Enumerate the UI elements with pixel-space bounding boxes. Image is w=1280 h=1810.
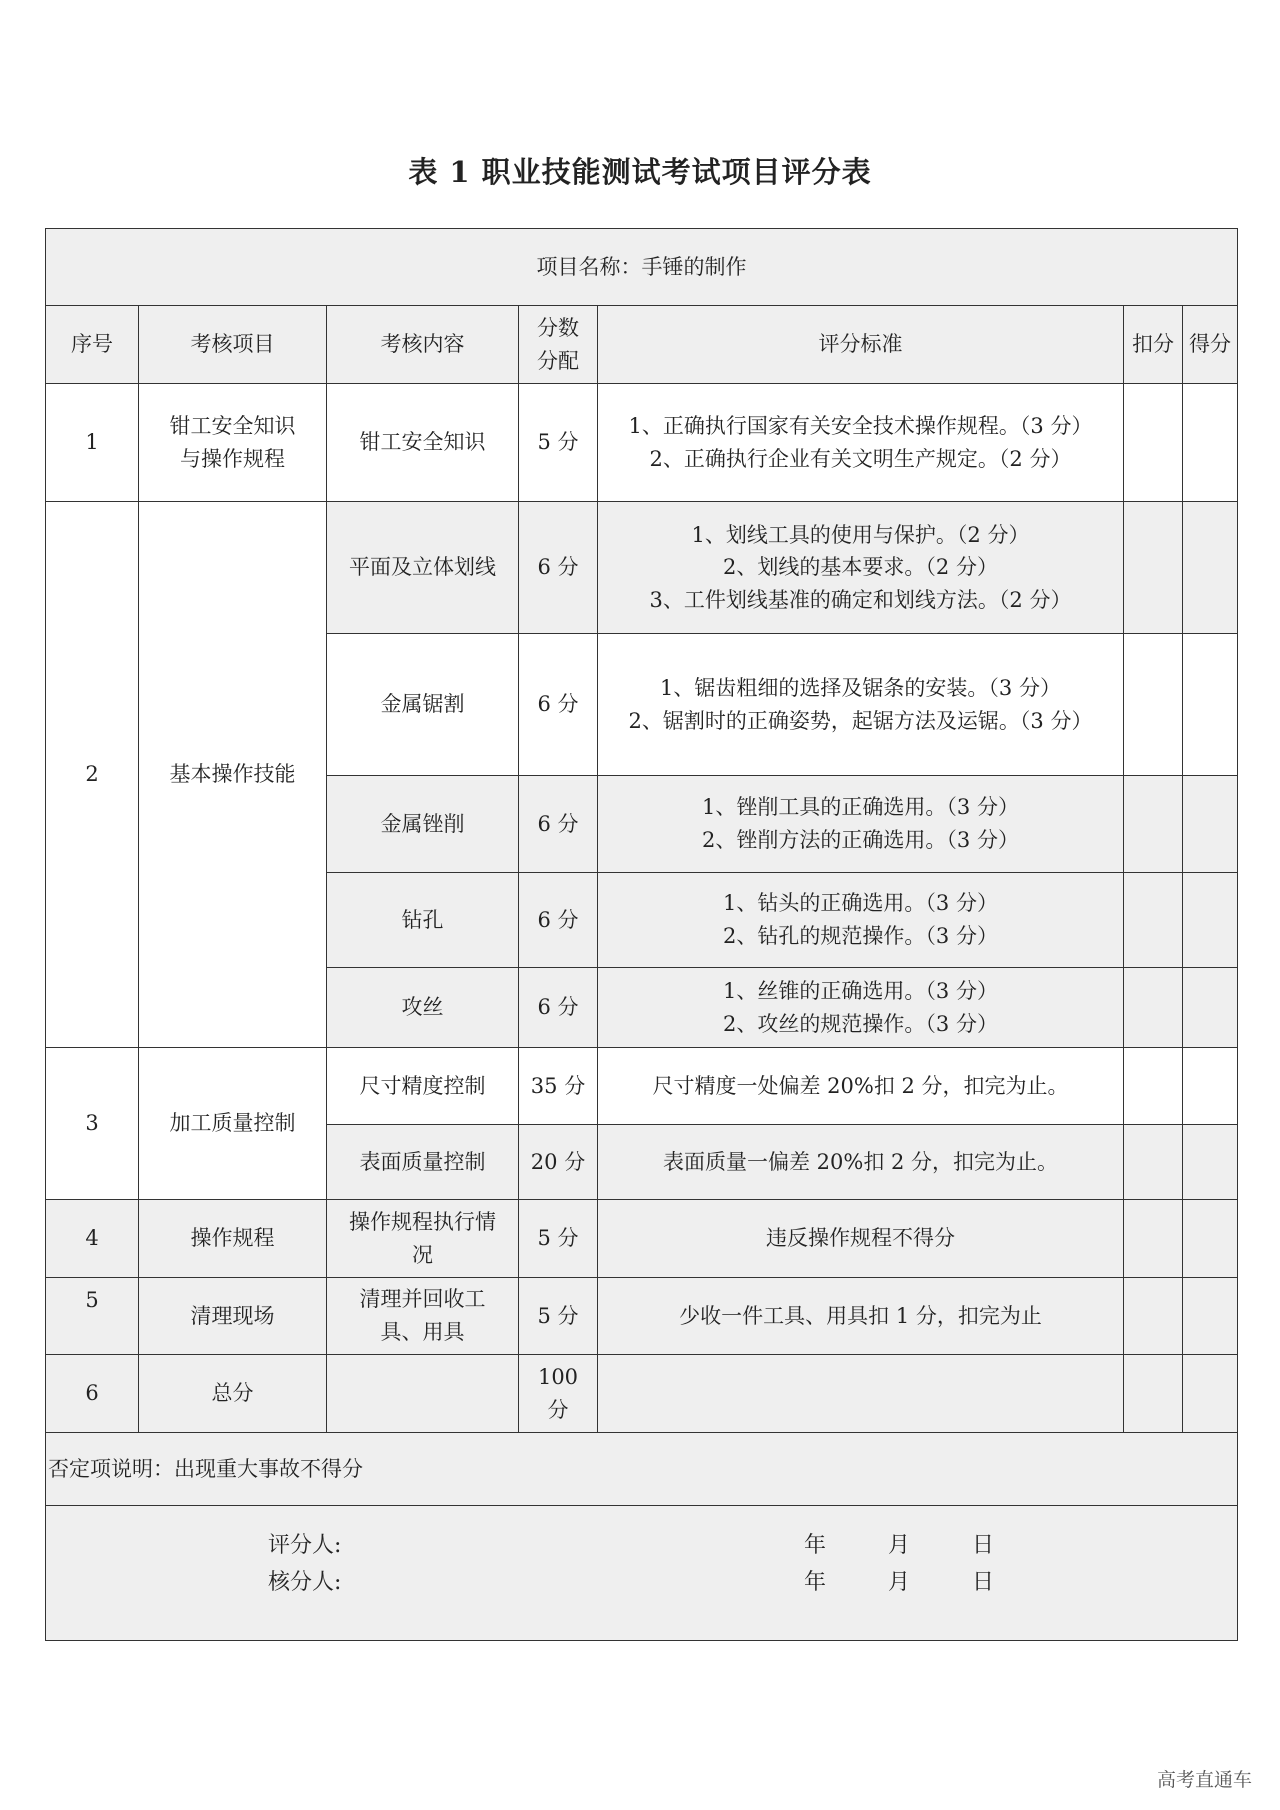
total-score-line1: 100 xyxy=(537,1364,579,1389)
row-score: 6 分 xyxy=(519,502,598,634)
checker-label: 核分人: xyxy=(268,1570,342,1596)
deduct-cell xyxy=(1124,776,1183,873)
row-no: 2 xyxy=(46,502,139,1048)
row-criteria xyxy=(598,968,1124,1048)
header-no: 序号 xyxy=(46,306,139,384)
row-score xyxy=(519,1355,598,1433)
row-criteria: 违反操作规程不得分 xyxy=(598,1200,1124,1278)
veto-note: 否定项说明：出现重大事故不得分 xyxy=(46,1433,1238,1506)
project-name-row xyxy=(46,229,1238,306)
deduct-cell xyxy=(1124,1278,1183,1355)
table-row xyxy=(46,1200,1238,1278)
header-score-alloc-line2: 分配 xyxy=(537,348,579,373)
deduct-cell xyxy=(1124,502,1183,634)
row-no: 3 xyxy=(46,1048,139,1200)
got-cell xyxy=(1183,384,1238,502)
row-content xyxy=(327,1355,519,1433)
deduct-cell xyxy=(1124,873,1183,968)
got-cell xyxy=(1183,1048,1238,1125)
row-content: 钳工安全知识 xyxy=(327,384,519,502)
got-cell xyxy=(1183,1125,1238,1200)
year-label: 年 xyxy=(804,1570,827,1596)
row-content-line1: 清理并回收工 xyxy=(359,1287,486,1312)
row-no: 5 xyxy=(46,1278,139,1355)
table-row xyxy=(46,1355,1238,1433)
day-label: 日 xyxy=(972,1533,995,1559)
row-criteria xyxy=(598,502,1124,634)
row-item: 基本操作技能 xyxy=(139,502,327,1048)
scoring-table xyxy=(45,228,1238,1641)
header-item: 考核项目 xyxy=(139,306,327,384)
got-cell xyxy=(1183,776,1238,873)
row-content: 表面质量控制 xyxy=(327,1125,519,1200)
month-label: 月 xyxy=(888,1570,911,1596)
row-criteria xyxy=(598,384,1124,502)
row-score: 5 分 xyxy=(519,1278,598,1355)
criteria-line: 1、钻头的正确选用。（3 分） xyxy=(723,891,998,916)
row-score: 35 分 xyxy=(519,1048,598,1125)
row-score: 5 分 xyxy=(519,1200,598,1278)
criteria-line: 1、丝锥的正确选用。（3 分） xyxy=(723,978,998,1003)
deduct-cell xyxy=(1124,384,1183,502)
header-deduct: 扣分 xyxy=(1124,306,1183,384)
row-item xyxy=(139,384,327,502)
deduct-cell xyxy=(1124,634,1183,776)
criteria-line: 1、划线工具的使用与保护。（2 分） xyxy=(691,522,1030,547)
row-score: 6 分 xyxy=(519,873,598,968)
got-cell xyxy=(1183,634,1238,776)
row-item: 加工质量控制 xyxy=(139,1048,327,1200)
criteria-line: 2、划线的基本要求。（2 分） xyxy=(723,555,998,580)
criteria-line: 3、工件划线基准的确定和划线方法。（2 分） xyxy=(649,587,1072,612)
header-score-alloc xyxy=(519,306,598,384)
row-content-line2: 况 xyxy=(412,1242,433,1267)
row-content: 尺寸精度控制 xyxy=(327,1048,519,1125)
got-cell xyxy=(1183,1355,1238,1433)
month-label: 月 xyxy=(888,1533,911,1559)
row-content-line1: 操作规程执行情 xyxy=(349,1209,496,1234)
row-content: 钻孔 xyxy=(327,873,519,968)
veto-row xyxy=(46,1433,1238,1506)
got-cell xyxy=(1183,1200,1238,1278)
row-no: 6 xyxy=(46,1355,139,1433)
project-name: 项目名称：手锤的制作 xyxy=(46,229,1238,306)
criteria-line: 2、正确执行企业有关文明生产规定。（2 分） xyxy=(649,446,1072,471)
header-row xyxy=(46,306,1238,384)
row-no: 4 xyxy=(46,1200,139,1278)
row-score: 6 分 xyxy=(519,968,598,1048)
got-cell xyxy=(1183,873,1238,968)
got-cell xyxy=(1183,1278,1238,1355)
row-content: 平面及立体划线 xyxy=(327,502,519,634)
criteria-line: 2、攻丝的规范操作。（3 分） xyxy=(723,1011,998,1036)
got-cell xyxy=(1183,968,1238,1048)
deduct-cell xyxy=(1124,1048,1183,1125)
row-criteria: 少收一件工具、用具扣 1 分，扣完为止 xyxy=(598,1278,1124,1355)
row-content: 金属锉削 xyxy=(327,776,519,873)
row-item: 操作规程 xyxy=(139,1200,327,1278)
row-item-line1: 钳工安全知识 xyxy=(169,413,296,438)
criteria-line: 2、锉削方法的正确选用。（3 分） xyxy=(702,828,1019,852)
table-row xyxy=(46,502,1238,634)
row-criteria xyxy=(598,873,1124,968)
year-label: 年 xyxy=(804,1533,827,1559)
deduct-cell xyxy=(1124,1200,1183,1278)
deduct-cell xyxy=(1124,1355,1183,1433)
row-criteria xyxy=(598,1355,1124,1433)
page-title: 表 1 职业技能测试考试项目评分表 xyxy=(408,155,872,189)
row-criteria xyxy=(598,776,1124,873)
row-content-line2: 具、用具 xyxy=(380,1320,465,1344)
row-content: 金属锯割 xyxy=(327,634,519,776)
row-score: 20 分 xyxy=(519,1125,598,1200)
row-criteria: 表面质量一偏差 20%扣 2 分，扣完为止。 xyxy=(598,1125,1124,1200)
table-row xyxy=(46,1048,1238,1125)
row-score: 5 分 xyxy=(519,384,598,502)
signature-block xyxy=(46,1506,1238,1641)
criteria-line: 2、锯割时的正确姿势，起锯方法及运锯。（3 分） xyxy=(628,708,1093,733)
row-content xyxy=(327,1200,519,1278)
table-row xyxy=(46,1278,1238,1355)
signature-row xyxy=(46,1506,1238,1641)
watermark-text: 高考直通车 xyxy=(1156,1769,1252,1791)
header-content: 考核内容 xyxy=(327,306,519,384)
row-item-line2: 与操作规程 xyxy=(180,446,285,471)
row-content xyxy=(327,1278,519,1355)
deduct-cell xyxy=(1124,968,1183,1048)
criteria-line: 1、正确执行国家有关安全技术操作规程。（3 分） xyxy=(628,413,1093,438)
row-no: 1 xyxy=(46,384,139,502)
scorer-line xyxy=(268,1528,1233,1565)
scorer-label: 评分人: xyxy=(268,1533,342,1559)
total-score-line2: 分 xyxy=(547,1397,569,1422)
row-item: 清理现场 xyxy=(139,1278,327,1355)
row-score: 6 分 xyxy=(519,634,598,776)
row-criteria xyxy=(598,634,1124,776)
header-score-alloc-line1: 分数 xyxy=(537,315,579,340)
row-content: 攻丝 xyxy=(327,968,519,1048)
header-got: 得分 xyxy=(1183,306,1238,384)
header-criteria: 评分标准 xyxy=(598,306,1124,384)
row-criteria: 尺寸精度一处偏差 20%扣 2 分，扣完为止。 xyxy=(598,1048,1124,1125)
row-score: 6 分 xyxy=(519,776,598,873)
checker-line xyxy=(268,1565,1233,1602)
criteria-line: 1、锯齿粗细的选择及锯条的安装。（3 分） xyxy=(660,675,1061,700)
got-cell xyxy=(1183,502,1238,634)
table-row xyxy=(46,384,1238,502)
criteria-line: 2、钻孔的规范操作。（3 分） xyxy=(723,924,998,948)
deduct-cell xyxy=(1124,1125,1183,1200)
criteria-line: 1、锉削工具的正确选用。（3 分） xyxy=(702,795,1019,820)
row-item: 总分 xyxy=(139,1355,327,1433)
day-label: 日 xyxy=(972,1570,995,1596)
